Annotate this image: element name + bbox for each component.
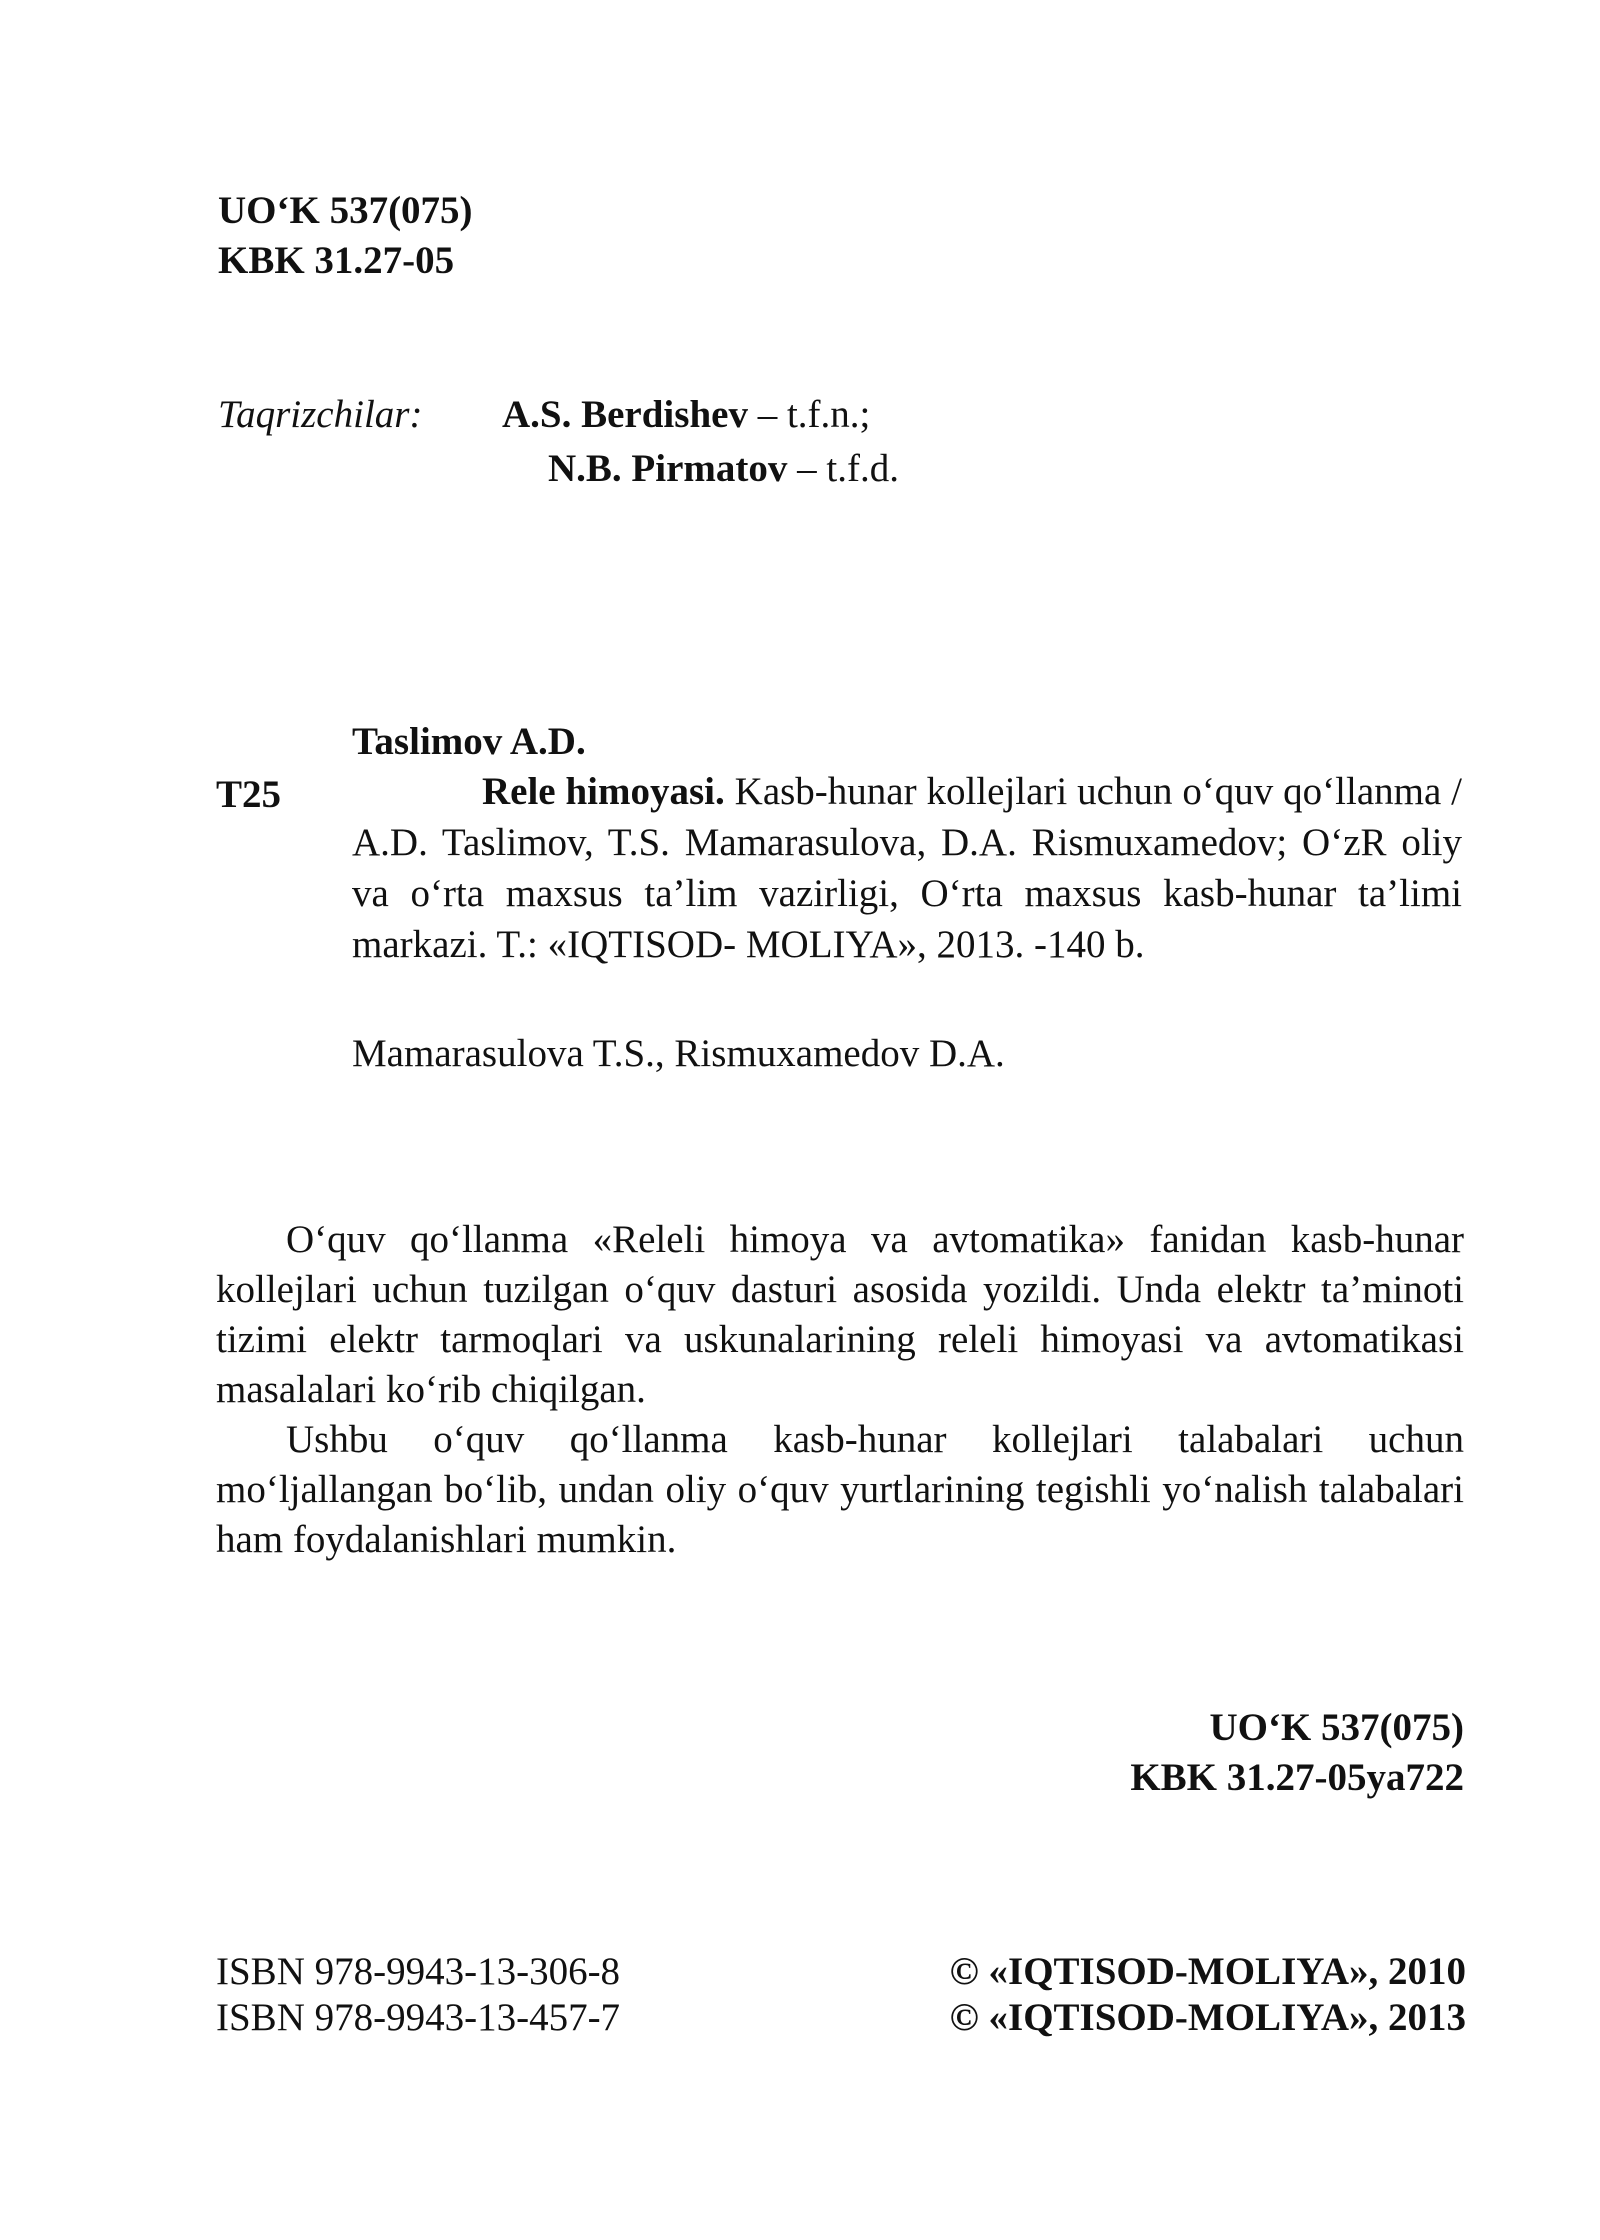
reviewers-label: Taqrizchilar: <box>218 393 423 436</box>
kbk-code: KBK 31.27-05ya722 <box>1130 1756 1464 1799</box>
annotation <box>216 1215 1464 1565</box>
annotation-paragraph: O‘quv qo‘llanma «Releli himoya va avtomatika» fanidan kasb-hunar kollejlari uchun tuzilgan o‘quv dasturi asosida yozildi. Unda elektr ta’minoti tizimi elektr tarmoqlari va uskunalarining releli himoyasi va avtomatikasi masalalari ko‘rib chiqilgan. <box>216 1218 1464 1411</box>
copyright-line: © «IQTISOD-MOLIYA», 2013 <box>949 1996 1466 2039</box>
reviewer-degree: – t.f.d. <box>787 447 899 490</box>
reviewer-entry <box>548 446 899 491</box>
copyright-line: © «IQTISOD-MOLIYA», 2010 <box>949 1950 1466 1993</box>
reviewer-name: N.B. Pirmatov <box>548 447 788 490</box>
bib-author: Taslimov A.D. <box>352 720 586 763</box>
reviewer-name: A.S. Berdishev <box>502 393 748 436</box>
copyright-block <box>950 1949 1466 2041</box>
book-title: Rele himoyasi. <box>482 770 725 813</box>
reviewer-entry <box>502 392 870 437</box>
reviewer-degree: – t.f.n.; <box>747 393 871 436</box>
isbn-number: ISBN 978-9943-13-306-8 <box>216 1950 621 1993</box>
isbn-block <box>216 1949 620 2041</box>
isbn-number: ISBN 978-9943-13-457-7 <box>216 1996 621 2039</box>
catalog-code: T25 <box>216 773 282 816</box>
classification-codes-bottom <box>1130 1703 1464 1803</box>
bib-coauthors: Mamarasulova T.S., Rismuxamedov D.A. <box>352 1032 1005 1075</box>
classification-codes-top <box>218 186 473 286</box>
bib-description <box>352 766 1462 970</box>
annotation-paragraph: Ushbu o‘quv qo‘llanma kasb-hunar kollejlari talabalari uchun mo‘ljallangan bo‘lib, undan oliy o‘quv yurtlarining tegishli yo‘nalish talabalari ham foydalanishlari mumkin. <box>216 1418 1464 1561</box>
udk-code: UO‘K 537(075) <box>1209 1706 1464 1749</box>
book-description: Kasb-hunar kollejlari uchun o‘quv qo‘llanma / A.D. Taslimov, T.S. Mamarasulova, D.A. Rismuxamedov; O‘zR oliy va o‘rta maxsus ta’lim vazirligi, O‘rta maxsus kasb-hunar ta’limi markazi. T.: «IQTISOD- MOLIYA», 2013. -140 b. <box>352 770 1462 966</box>
udk-code: UO‘K 537(075) <box>218 189 473 232</box>
kbk-code: KBK 31.27-05 <box>218 239 455 282</box>
